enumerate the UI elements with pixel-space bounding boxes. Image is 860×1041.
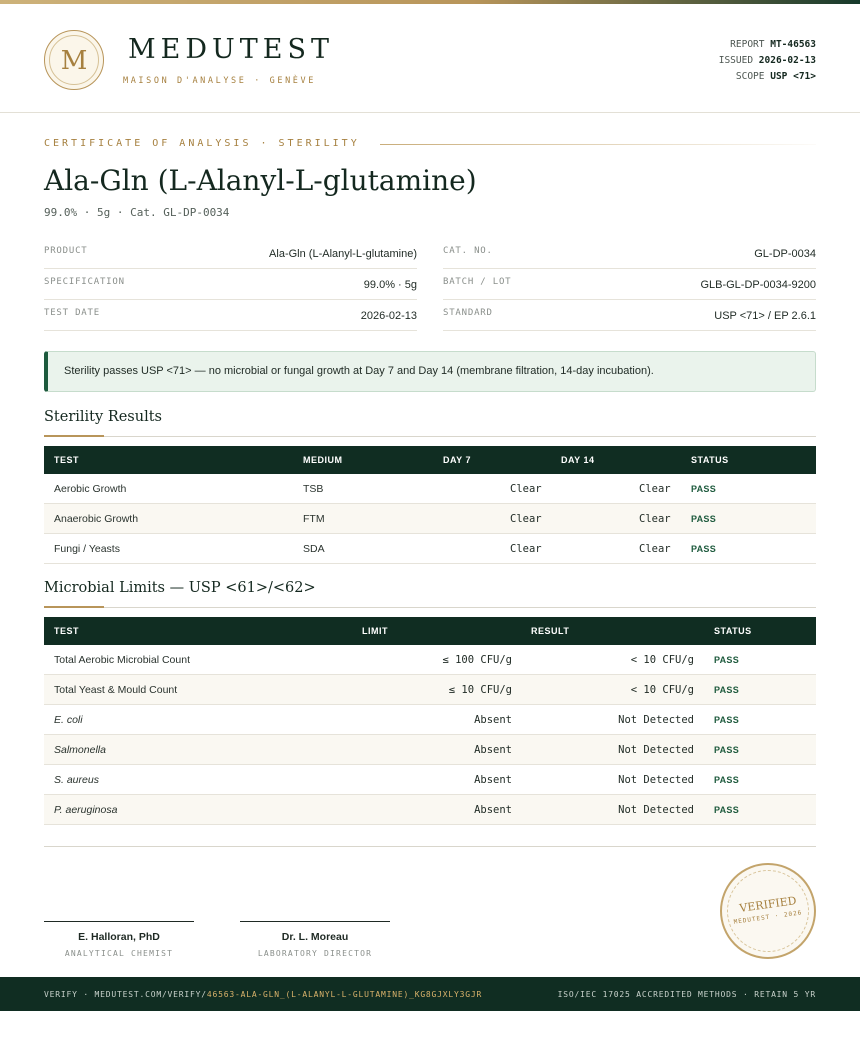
info-value: 99.0% · 5g [363,279,417,291]
microbial-section-title: Microbial Limits — USP <61>/<62> [44,580,316,596]
signature-line [240,921,390,922]
cell-result: < 10 CFU/g [630,684,694,696]
section-divider [44,436,816,437]
info-row-specification [44,269,417,300]
table-row [44,534,816,564]
verified-seal [720,863,816,959]
issued-date: 2026-02-13 [758,55,816,66]
status-badge: PASS [691,484,717,494]
verify-prefix: VERIFY · MEDUTEST.COM/VERIFY/ [44,990,207,999]
cell-limit: ≤ 100 CFU/g [442,654,512,666]
col-medium: MEDIUM [303,455,343,465]
cell-medium: SDA [303,543,325,555]
section-divider [44,607,816,608]
cell-medium: TSB [303,483,324,495]
seal-text: VERIFIED [738,894,798,915]
status-badge: PASS [714,685,740,695]
info-value: GL-DP-0034 [754,248,816,260]
cell-limit: Absent [474,804,512,816]
cell-result: Not Detected [618,804,694,816]
table-row [44,504,816,534]
info-value: GLB-GL-DP-0034-9200 [700,279,816,291]
section-accent [44,435,104,437]
status-badge: PASS [714,745,740,755]
issued-label: ISSUED [718,55,754,66]
cell-limit: Absent [474,714,512,726]
info-value: 2026-02-13 [360,310,417,322]
col-status: STATUS [714,626,752,636]
cell-day7: Clear [510,483,542,495]
cell-test: Anaerobic Growth [54,513,139,525]
cell-test: Total Yeast & Mould Count [54,684,178,696]
cell-day14: Clear [639,513,671,525]
section-accent [44,606,104,608]
cell-result: Not Detected [618,774,694,786]
info-value: USP <71> / EP 2.6.1 [714,310,816,322]
footer-accreditation: ISO/IEC 17025 ACCREDITED METHODS · RETAIN 5 YR [557,990,816,999]
result-notice [44,351,816,392]
sterility-section-title: Sterility Results [44,409,162,425]
cell-result: < 10 CFU/g [630,654,694,666]
table-row [44,765,816,795]
table-row [44,675,816,705]
info-row-product [44,238,417,269]
microbial-table [44,617,816,825]
cell-day7: Clear [510,543,542,555]
sterility-table [44,446,816,564]
table-row [44,645,816,675]
status-badge: PASS [714,805,740,815]
cell-test: S. aureus [54,774,99,786]
cell-test: Fungi / Yeasts [54,543,120,555]
signer-role: LABORATORY DIRECTOR [257,949,373,958]
cell-test: Total Aerobic Microbial Count [54,654,190,666]
footer-bar [0,977,860,1011]
info-label: BATCH / LOT [443,277,512,287]
cell-limit: Absent [474,774,512,786]
cell-test: E. coli [54,714,83,726]
signature-divider [44,846,816,847]
brand-logo [44,30,104,90]
col-status: STATUS [691,455,729,465]
signer-name: Dr. L. Moreau [281,931,349,943]
page-subtitle: 99.0% · 5g · Cat. GL-DP-0034 [44,206,230,219]
cell-day14: Clear [639,483,671,495]
status-badge: PASS [691,544,717,554]
signature-block-director [240,921,390,958]
info-grid-left [44,238,417,331]
cell-limit: Absent [474,744,512,756]
eyebrow-divider [380,144,816,145]
table-row [44,705,816,735]
table-row [44,474,816,504]
signer-name: E. Halloran, PhD [78,931,160,943]
signer-role: ANALYTICAL CHEMIST [64,949,174,958]
cell-day7: Clear [510,513,542,525]
signature-line [44,921,194,922]
status-badge: PASS [714,715,740,725]
verify-link[interactable] [44,990,482,999]
col-limit: LIMIT [362,626,388,636]
scope-value: USP <71> [770,71,816,82]
cell-test: P. aeruginosa [54,804,118,816]
page-title: Ala-Gln (L-Alanyl-L-glutamine) [44,164,477,197]
certificate-eyebrow: CERTIFICATE OF ANALYSIS · STERILITY [44,138,360,149]
col-day14: DAY 14 [561,455,595,465]
scope-label: SCOPE [735,71,765,82]
cell-result: Not Detected [618,744,694,756]
info-label: CAT. NO. [443,246,493,256]
col-test: TEST [54,626,80,636]
info-label: STANDARD [443,308,493,318]
logo-letter: M [49,35,99,85]
cell-day14: Clear [639,543,671,555]
info-grid-right [443,238,816,331]
info-label: TEST DATE [44,308,100,318]
report-header [0,4,860,113]
status-badge: PASS [714,775,740,785]
col-result: RESULT [531,626,570,636]
info-row-batch [443,269,816,300]
table-row [44,795,816,825]
report-number: MT-46563 [770,39,816,50]
seal-subtext: MEDUTEST · 2026 [733,909,803,926]
brand-name: MEDUTEST [128,34,334,65]
report-meta [719,37,816,85]
col-day7: DAY 7 [443,455,472,465]
info-value: Ala-Gln (L-Alanyl-L-glutamine) [269,248,417,260]
status-badge: PASS [714,655,740,665]
info-row-test-date [44,300,417,331]
info-label: PRODUCT [44,246,88,256]
notice-text: Sterility passes USP <71> — no microbial or fungal growth at Day 7 and Day 14 (membrane filtration, 14-day incubation). [64,365,654,377]
info-row-cat-no [443,238,816,269]
signature-block-chemist [44,921,194,958]
col-test: TEST [54,455,80,465]
status-badge: PASS [691,514,717,524]
cell-test: Salmonella [54,744,106,756]
info-label: SPECIFICATION [44,277,125,287]
cell-limit: ≤ 10 CFU/g [448,684,512,696]
brand-tagline: MAISON D'ANALYSE · GENÈVE [123,76,316,86]
verify-code: 46563-ALA-GLN_(L-ALANYL-L-GLUTAMINE)_KG8GJXLY3GJR [206,990,483,999]
report-label: REPORT [730,39,765,50]
table-header [44,617,816,645]
info-row-standard [443,300,816,331]
cell-medium: FTM [303,513,325,525]
cell-test: Aerobic Growth [54,483,127,495]
table-row [44,735,816,765]
cell-result: Not Detected [618,714,694,726]
table-header [44,446,816,474]
